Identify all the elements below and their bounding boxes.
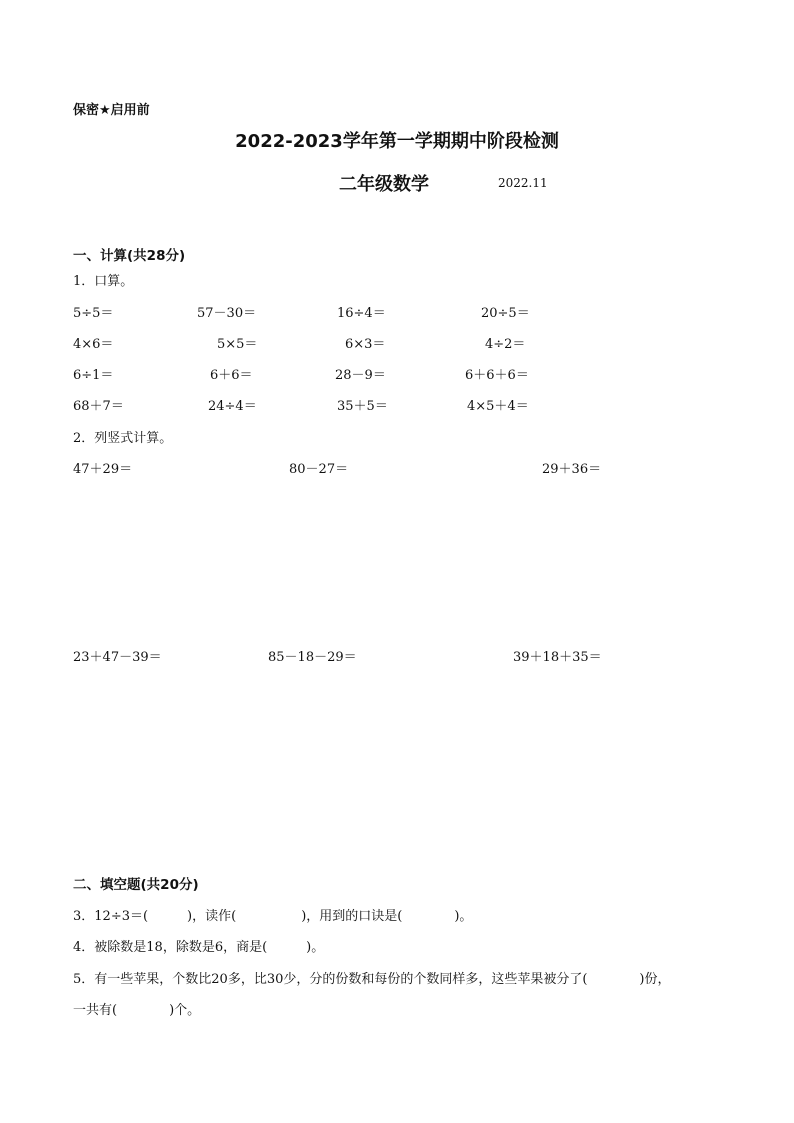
oral-item: 20÷5＝ bbox=[481, 306, 530, 321]
oral-item: 4×5＋4＝ bbox=[467, 399, 529, 414]
question-4: 4．被除数是18，除数是6，商是( )。 bbox=[73, 940, 325, 955]
oral-item: 16÷4＝ bbox=[337, 306, 386, 321]
question-5-line2: 一共有( )个。 bbox=[73, 1003, 201, 1018]
oral-item: 28－9＝ bbox=[335, 368, 386, 383]
question-3: 3．12÷3＝( )，读作( )，用到的口诀是( )。 bbox=[73, 909, 473, 924]
q2-label: 2．列竖式计算。 bbox=[73, 431, 173, 446]
oral-item: 5÷5＝ bbox=[73, 306, 114, 321]
oral-item: 24÷4＝ bbox=[208, 399, 257, 414]
confidential-label: 保密★启用前 bbox=[73, 103, 150, 118]
vertical-calc-item: 85－18－29＝ bbox=[268, 650, 357, 665]
oral-item: 5×5＝ bbox=[217, 337, 258, 352]
exam-subtitle: 二年级数学 bbox=[339, 174, 429, 195]
oral-item: 57－30＝ bbox=[197, 306, 257, 321]
oral-item: 6＋6＝ bbox=[210, 368, 253, 383]
oral-item: 35＋5＝ bbox=[337, 399, 388, 414]
vertical-calc-item: 47＋29＝ bbox=[73, 462, 133, 477]
oral-item: 6÷1＝ bbox=[73, 368, 114, 383]
section1-heading: 一、计算(共28分) bbox=[73, 248, 186, 264]
vertical-calc-item: 39＋18＋35＝ bbox=[513, 650, 602, 665]
section2-heading: 二、填空题(共20分) bbox=[73, 877, 199, 893]
oral-item: 4÷2＝ bbox=[485, 337, 526, 352]
q1-label: 1．口算。 bbox=[73, 274, 134, 289]
oral-item: 6×3＝ bbox=[345, 337, 386, 352]
oral-item: 4×6＝ bbox=[73, 337, 114, 352]
vertical-calc-item: 29＋36＝ bbox=[542, 462, 602, 477]
question-5-line1: 5．有一些苹果，个数比20多，比30少，分的份数和每份的个数同样多，这些苹果被分了( )份， bbox=[73, 972, 671, 987]
exam-date: 2022.11 bbox=[498, 176, 548, 190]
oral-item: 68＋7＝ bbox=[73, 399, 124, 414]
exam-title: 2022-2023学年第一学期期中阶段检测 bbox=[235, 131, 559, 152]
oral-item: 6＋6＋6＝ bbox=[465, 368, 529, 383]
vertical-calc-item: 80－27＝ bbox=[289, 462, 349, 477]
vertical-calc-item: 23＋47－39＝ bbox=[73, 650, 162, 665]
